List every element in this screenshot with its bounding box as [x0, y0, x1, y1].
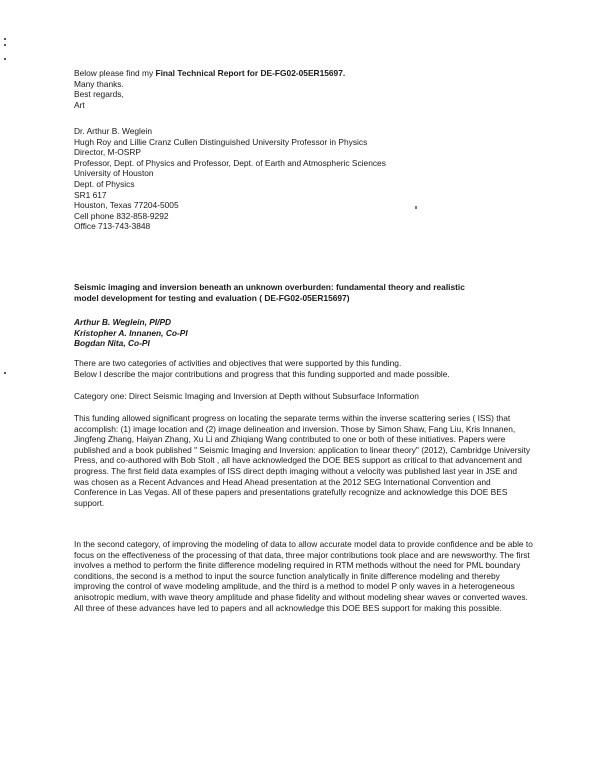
scan-mark: [4, 372, 6, 374]
signature-name: Dr. Arthur B. Weglein: [74, 126, 153, 136]
scan-mark: [4, 44, 6, 46]
signature-address: Houston, Texas 77204-5005: [74, 200, 179, 211]
category-one-text: Category one: Direct Seismic Imaging and Inversion at Depth without Subsurface Information: [74, 391, 419, 401]
signature-room: SR1 617: [74, 189, 107, 200]
paragraph-category-two: [74, 539, 534, 613]
signature-director: Director, M-OSRP: [74, 147, 142, 158]
email-intro-text: Below please find my: [74, 68, 156, 78]
report-intro-line-1: There are two categories of activities and objectives that were supported by this funding.: [74, 358, 402, 368]
signature-cell-phone: Cell phone 832-858-9292: [74, 210, 169, 221]
category-one-heading: [74, 391, 574, 402]
email-block: [74, 68, 574, 110]
email-signoff: Art: [74, 99, 85, 110]
author-co-pi-2: Bogdan Nita, Co-PI: [74, 338, 150, 349]
signature-university: University of Houston: [74, 168, 154, 179]
scan-mark: [4, 38, 6, 40]
report-intro-line-2: Below I describe the major contributions and progress that this funding supported and made possible.: [74, 368, 450, 379]
signature-department: Dept. of Physics: [74, 178, 135, 189]
signature-title: Hugh Roy and Lillie Cranz Cullen Distinguished University Professor in Physics: [74, 136, 368, 147]
email-intro: [74, 68, 574, 79]
report-title: [74, 282, 574, 303]
email-intro-report-id: Final Technical Report for DE-FG02-05ER15697.: [155, 68, 346, 78]
scan-mark: [4, 58, 6, 60]
email-thanks: Many thanks.: [74, 78, 124, 89]
signature-block: [74, 126, 574, 232]
paragraph-category-one: [74, 413, 534, 508]
authors-block: [74, 317, 574, 349]
report-title-line-1: Seismic imaging and inversion beneath an unknown overburden: fundamental theory and realistic: [74, 282, 465, 292]
signature-professor: Professor, Dept. of Physics and Professor, Dept. of Earth and Atmospheric Sciences: [74, 157, 386, 168]
author-co-pi-1: Kristopher A. Innanen, Co-PI: [74, 327, 188, 338]
paragraph-category-two-text: In the second category, of improving the modeling of data to allow accurate model data to provide confidence and be able to focus on the effectiveness of the processing of that data, three major contributions took place and are newsworthy. The first involves a method to perform the finite difference modeling required in RTM methods without the need for PML boundary conditions, the second is a method to input the source function analytically in finite difference modeling and thereby improving the control of wave modeling amplitude, and the third is a method to model P only waves in a heterogeneous anisotropic medium, with wave theory amplitude and phase fidelity and without modeling shear waves or converted waves. All three of these advances have led to papers and all acknowledge this DOE BES support for making this possible.: [74, 539, 533, 613]
paragraph-category-one-text: This funding allowed significant progress on locating the separate terms within the inverse scattering series ( ISS) that accomplish: (1) image location and (2) image delineation and inversion. Those by Simon Shaw, Fang Liu, Kris Innanen, Jingfeng Zhang, Haiyan Zhang, Xu Li and Zhiqiang Wang contributed to one or both of these initiatives. Papers were published and a book published " Seismic Imaging and Inversion: application to linear theory" (2012), Cambridge University Press, and co-authored with Bob Stolt , all have acknowledged the DOE BES support as critical to that advancement and progress. The first field data examples of ISS direct depth imaging without a velocity was published last year in JSE and was chosen as a Recent Advances and Head Ahead presentation at the 2012 SEG International Convention and Conference in Las Vegas. All of these papers and presentations gratefully recognize and acknowledge this DOE BES support.: [74, 413, 531, 508]
author-pi: Arthur B. Weglein, PI/PD: [74, 317, 172, 327]
signature-office-phone: Office 713-743-3848: [74, 221, 151, 232]
email-regards: Best regards,: [74, 89, 124, 100]
report-intro: [74, 358, 574, 379]
report-title-line-2: model development for testing and evaluation ( DE-FG02-05ER15697): [74, 292, 350, 303]
